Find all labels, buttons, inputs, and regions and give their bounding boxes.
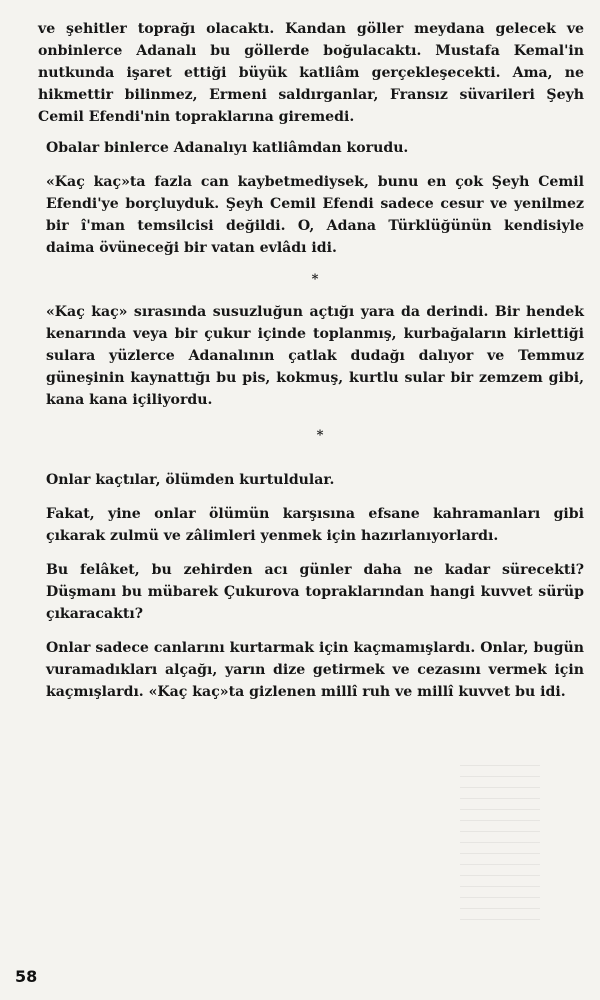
paragraph-8: Onlar sadece canlarını kurtarmak için kaçmamışlardı. Onlar, bugün vuramadıkları alçağı, yarın dize getirmek ve cezasını vermek için kaçmışlardı. «Kaç kaç»ta gizlenen millî ruh ve millî kuvvet bu idi. bbox=[46, 640, 584, 700]
paragraph-5: Onlar kaçtılar, ölümden kurtuldular. bbox=[46, 472, 335, 488]
page-number: 58 bbox=[15, 967, 38, 986]
section-separator-1: * bbox=[311, 272, 319, 287]
paragraph-4: «Kaç kaç» sırasında susuzluğun açtığı yara da derindi. Bir hendek kenarında veya bir çukur içinde toplanmış, kurbağaların kirlettiği sulara yüzlerce Adanalının çatlak dudağı dalıyor ve Temmuz güneşinin kaynattığı bu pis, kokmuş, kurtlu sular bir zemzem gibi, kana kana içiliyordu. bbox=[46, 304, 584, 408]
paragraph-2: Obalar binlerce Adanalıyı katliâmdan korudu. bbox=[46, 140, 409, 156]
show-through-texture bbox=[460, 760, 540, 920]
paragraph-6: Fakat, yine onlar ölümün karşısına efsane kahramanları gibi çıkarak zulmü ve zâlimleri yenmek için hazırlanıyorlardı. bbox=[46, 506, 584, 544]
paragraph-1: ve şehitler toprağı olacaktı. Kandan göller meydana gelecek ve onbinlerce Adanalı bu göllerde boğulacaktı. Mustafa Kemal'in nutkunda işaret ettiği büyük katliâm gerçekleşecekti. Ama, ne hikmettir bilinmez, Ermeni saldırganlar, Fransız süvarileri Şeyh Cemil Efendi'nin topraklarına giremedi. bbox=[38, 21, 584, 125]
paragraph-3: «Kaç kaç»ta fazla can kaybetmediysek, bunu en çok Şeyh Cemil Efendi'ye borçluyduk. Şeyh Cemil Efendi sadece cesur ve yenilmez bir î'man temsilcisi değildi. O, Adana Türklüğünün kendisiyle daima övüneceği bir vatan evlâdı idi. bbox=[46, 174, 584, 256]
section-separator-2: * bbox=[316, 428, 324, 443]
paragraph-7: Bu felâket, bu zehirden acı günler daha ne kadar sürecekti? Düşmanı bu mübarek Çukurova topraklarından hangi kuvvet sürüp çıkaracaktı? bbox=[46, 562, 584, 622]
